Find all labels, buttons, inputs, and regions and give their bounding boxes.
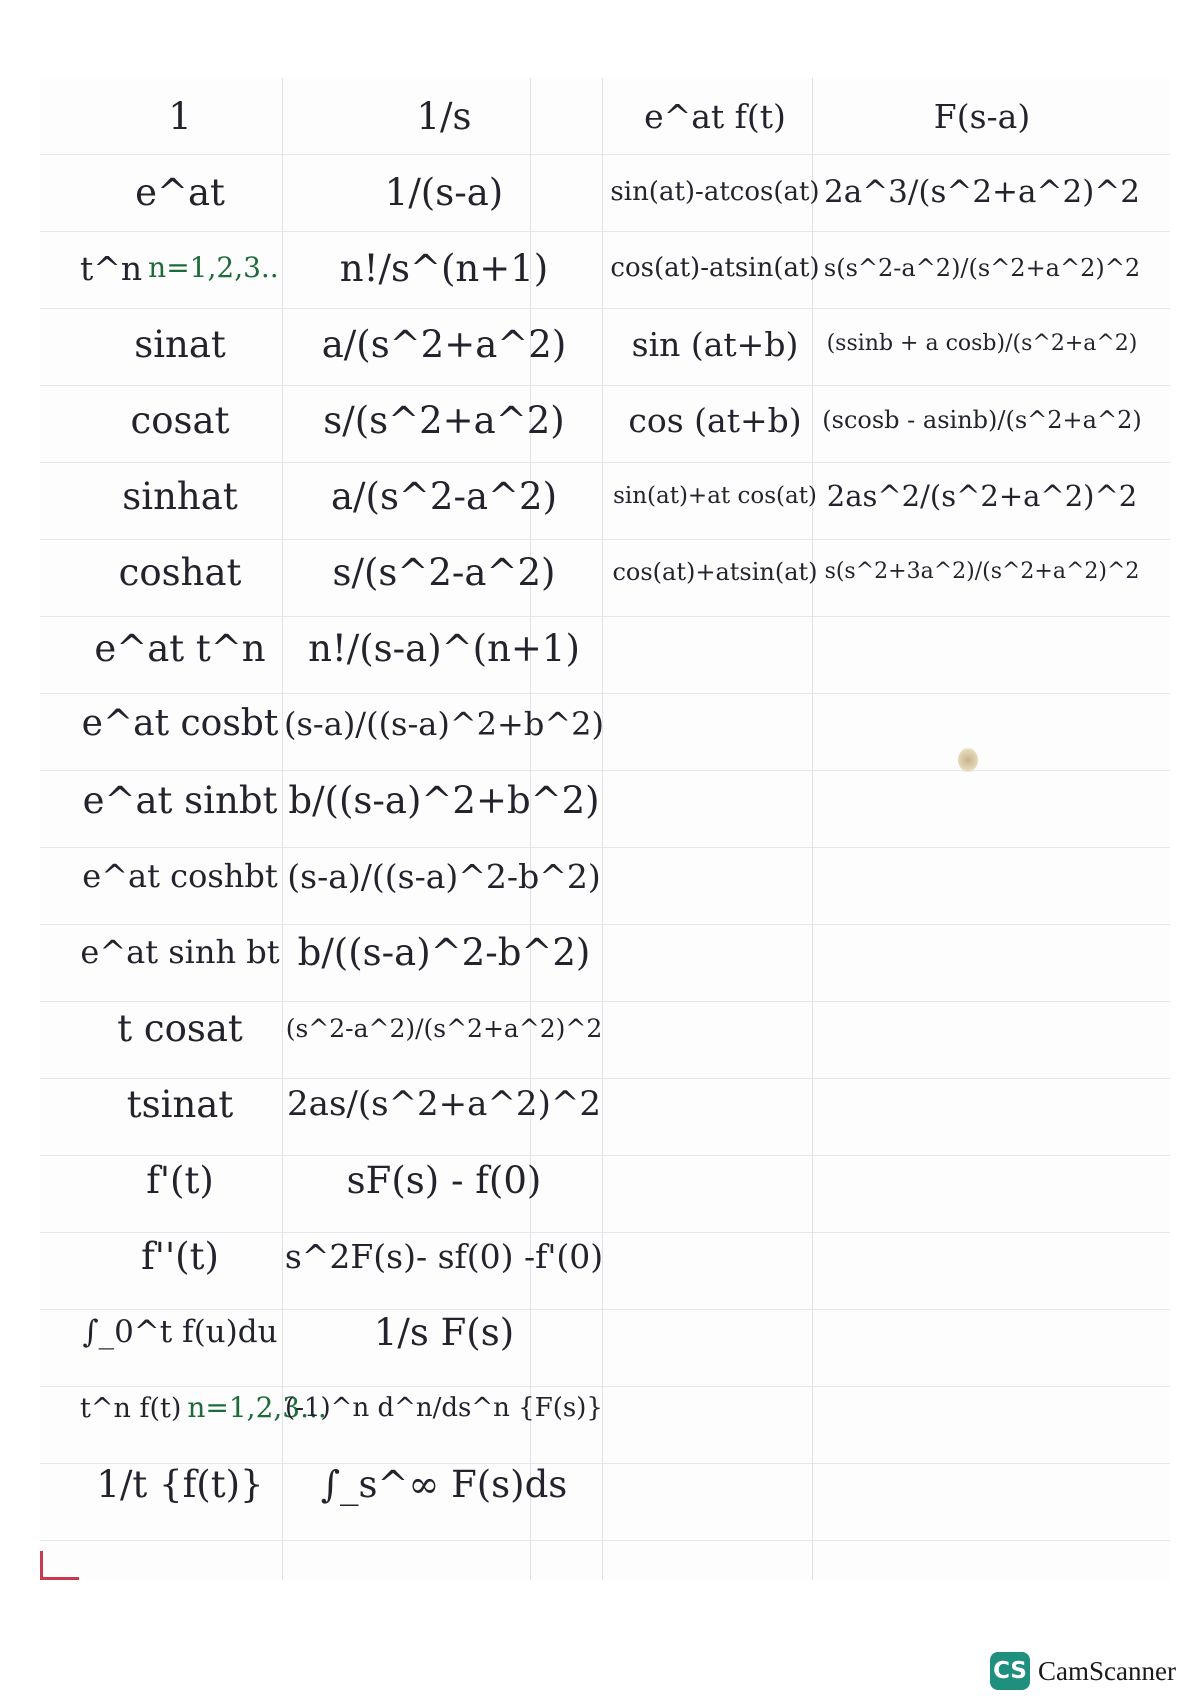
function-cell: t^n n=1,2,3.. xyxy=(80,248,279,288)
function-cell: cos(at)-atsin(at) xyxy=(610,253,820,283)
index-note: n=1,2,3... xyxy=(187,1391,327,1424)
function-cell: sin(at)-atcos(at) xyxy=(610,177,820,207)
scanner-watermark xyxy=(990,1652,1176,1690)
function-cell: e^at sinh bt xyxy=(80,933,280,971)
function-cell: coshat xyxy=(118,550,242,594)
function-cell: sinhat xyxy=(122,474,238,518)
transform-cell: b/((s-a)^2+b^2) xyxy=(288,778,600,822)
function-cell: sinat xyxy=(134,322,226,366)
transform-cell: (s-a)/((s-a)^2+b^2) xyxy=(284,705,604,743)
transform-cell: s/(s^2+a^2) xyxy=(323,398,565,442)
index-note: n=1,2,3.. xyxy=(148,251,279,284)
transform-cell: (-1)^n d^n/ds^n {F(s)} xyxy=(285,1393,603,1423)
transform-cell: n!/s^(n+1) xyxy=(339,246,549,290)
function-cell: e^at sinbt xyxy=(82,778,278,822)
camscanner-logo: CS xyxy=(990,1652,1030,1690)
transform-cell: (s-a)/((s-a)^2-b^2) xyxy=(287,856,601,896)
transform-cell: b/((s-a)^2-b^2) xyxy=(297,930,591,974)
transform-cell: s(s^2-a^2)/(s^2+a^2)^2 xyxy=(823,254,1141,282)
transform-cell: s^2F(s)- sf(0) -f'(0) xyxy=(284,1236,604,1276)
transform-cell: 1/s xyxy=(416,94,472,138)
function-cell: f'(t) xyxy=(146,1158,214,1202)
transform-cell: 2as/(s^2+a^2)^2 xyxy=(287,1084,601,1124)
function-cell: f''(t) xyxy=(141,1234,219,1278)
transform-cell: ∫_s^∞ F(s)ds xyxy=(320,1462,568,1506)
function-cell: cos(at)+atsin(at) xyxy=(612,558,818,586)
transform-cell: s(s^2+3a^2)/(s^2+a^2)^2 xyxy=(824,559,1140,584)
notebook-page xyxy=(40,78,1170,1580)
function-cell: 1/t {f(t)} xyxy=(96,1462,264,1506)
transform-cell: 2a^3/(s^2+a^2)^2 xyxy=(824,173,1140,210)
function-cell: e^at xyxy=(135,170,225,214)
function-cell: cos (at+b) xyxy=(628,400,802,440)
camscanner-brand: CamScanner xyxy=(1038,1655,1176,1686)
transform-cell: (ssinb + a cosb)/(s^2+a^2) xyxy=(826,331,1138,356)
transform-cell: s/(s^2-a^2) xyxy=(332,550,556,594)
function-cell: t cosat xyxy=(117,1006,243,1050)
margin-corner-mark xyxy=(40,1551,79,1580)
transform-cell: a/(s^2-a^2) xyxy=(330,474,558,518)
transform-cell: n!/(s-a)^(n+1) xyxy=(308,626,580,670)
transform-cell: a/(s^2+a^2) xyxy=(321,322,567,366)
transform-cell: 1/(s-a) xyxy=(384,170,504,214)
function-cell: t^n f(t) n=1,2,3... xyxy=(80,1391,327,1424)
transform-cell: (s^2-a^2)/(s^2+a^2)^2 xyxy=(285,1013,603,1043)
function-cell: e^at cosbt xyxy=(81,703,279,744)
function-cell: tsinat xyxy=(126,1082,234,1126)
ink-stain xyxy=(958,748,978,772)
function-cell: e^at coshbt xyxy=(82,857,278,895)
function-cell: sin (at+b) xyxy=(631,324,799,364)
function-cell: cosat xyxy=(130,398,230,442)
function-cell: ∫_0^t f(u)du xyxy=(82,1313,278,1350)
transform-cell: (scosb - asinb)/(s^2+a^2) xyxy=(822,406,1142,434)
transform-cell: 1/s F(s) xyxy=(373,1310,515,1354)
function-cell: sin(at)+at cos(at) xyxy=(613,482,817,509)
function-cell: 1 xyxy=(168,94,192,138)
function-cell: e^at f(t) xyxy=(644,96,786,136)
transform-cell: 2as^2/(s^2+a^2)^2 xyxy=(826,478,1138,513)
transform-cell: sF(s) - f(0) xyxy=(346,1158,542,1202)
function-cell: e^at t^n xyxy=(94,626,266,670)
transform-cell: F(s-a) xyxy=(933,96,1031,136)
